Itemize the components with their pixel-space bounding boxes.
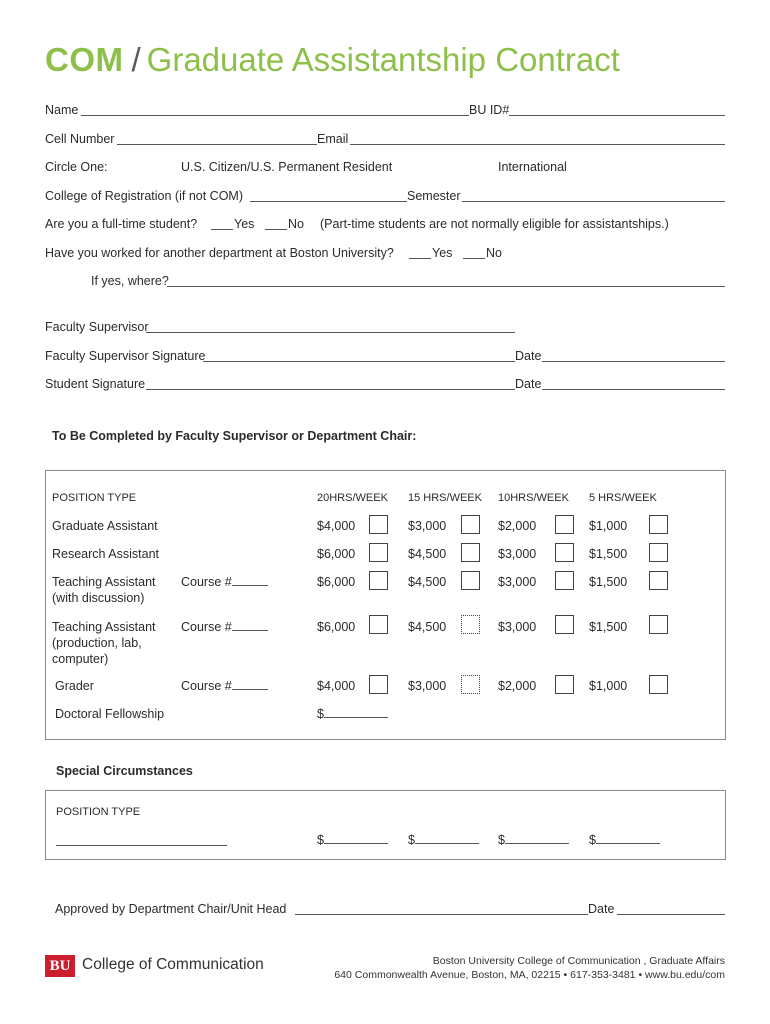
course-number-field[interactable] [232, 678, 268, 690]
price-cell: $6,000 [317, 547, 356, 561]
price-cell: $6,000 [317, 575, 356, 589]
price-cell: $1,000 [589, 679, 628, 693]
checkbox[interactable] [369, 675, 388, 694]
faculty-signature-field[interactable] [203, 361, 515, 362]
faculty-date-label: Date [515, 349, 542, 363]
doctoral-amount [317, 706, 388, 722]
price-cell: $4,500 [408, 547, 447, 561]
bu-com-logo [45, 955, 295, 979]
dollar-sign: $ [408, 833, 415, 847]
course-number-field[interactable] [232, 574, 268, 586]
semester-field[interactable] [462, 201, 725, 202]
citizen-option[interactable]: U.S. Citizen/U.S. Permanent Resident [181, 160, 393, 174]
checkbox[interactable] [555, 571, 574, 590]
price-cell: $2,000 [498, 679, 537, 693]
special-amount-field[interactable] [505, 832, 569, 844]
contact-row [45, 130, 725, 148]
student-signature-label: Student Signature [45, 377, 146, 391]
form-title: Graduate Assistantship Contract [146, 41, 620, 78]
approval-row [45, 900, 725, 918]
price-cell: $1,500 [589, 620, 628, 634]
email-field[interactable] [350, 144, 725, 145]
buid-label: BU ID# [469, 103, 510, 117]
fulltime-no-label: No [288, 217, 304, 231]
price-cell: $4,000 [317, 679, 356, 693]
ifyes-field[interactable] [167, 286, 725, 287]
special-amount-2 [408, 832, 479, 848]
checkbox[interactable] [555, 515, 574, 534]
faculty-signature-label: Faculty Supervisor Signature [45, 349, 206, 363]
special-circumstances-heading: Special Circumstances [56, 764, 193, 778]
college-label: College of Registration (if not COM) [45, 189, 243, 203]
special-amount-3 [498, 832, 569, 848]
supervisor-signature-row [45, 347, 725, 365]
price-cell: $4,000 [317, 519, 356, 533]
worked-yes-label: Yes [432, 246, 453, 260]
name-label: Name [45, 103, 79, 117]
position-subtitle: computer) [52, 652, 109, 666]
checkbox[interactable] [649, 615, 668, 634]
approval-date-label: Date [588, 902, 615, 916]
faculty-supervisor-label: Faculty Supervisor [45, 320, 149, 334]
price-cell: $4,500 [408, 575, 447, 589]
special-position-type-header: POSITION TYPE [56, 806, 141, 818]
course-number-label [181, 574, 268, 590]
email-label: Email [317, 132, 349, 146]
price-cell: $6,000 [317, 620, 356, 634]
title-slash: / [131, 41, 141, 78]
doctoral-fellowship-label: Doctoral Fellowship [55, 707, 165, 721]
international-option[interactable]: International [498, 160, 567, 174]
price-cell: $3,000 [408, 519, 447, 533]
checkbox[interactable] [649, 675, 668, 694]
col-5hrs: 5 HRS/WEEK [589, 492, 657, 504]
approval-date-field[interactable] [617, 914, 725, 915]
position-table [45, 470, 726, 740]
price-cell: $3,000 [408, 679, 447, 693]
checkbox[interactable] [461, 543, 480, 562]
course-number-label [181, 678, 268, 694]
fulltime-no-blank[interactable] [265, 229, 287, 230]
cell-field[interactable] [117, 144, 317, 145]
supervisor-row [45, 318, 725, 336]
course-label: Course # [181, 679, 232, 693]
checkbox[interactable] [461, 615, 480, 634]
dollar-sign: $ [317, 707, 324, 721]
price-cell: $3,000 [498, 575, 537, 589]
position-name: Grader [55, 679, 94, 693]
checkbox[interactable] [461, 675, 480, 694]
special-position-field[interactable] [56, 845, 227, 846]
checkbox[interactable] [369, 571, 388, 590]
approval-label: Approved by Department Chair/Unit Head [55, 902, 287, 916]
position-name: Teaching Assistant [52, 575, 156, 589]
page-title [45, 40, 620, 80]
checkbox[interactable] [649, 571, 668, 590]
name-row [45, 101, 725, 119]
college-field[interactable] [250, 201, 407, 202]
checkbox[interactable] [555, 615, 574, 634]
doctoral-amount-field[interactable] [324, 706, 388, 718]
position-type-header: POSITION TYPE [52, 492, 137, 504]
special-circumstances-box [45, 790, 726, 860]
special-amount-field[interactable] [415, 832, 479, 844]
section-heading: To Be Completed by Faculty Supervisor or Department Chair: [52, 429, 417, 443]
checkbox[interactable] [555, 543, 574, 562]
price-cell: $2,000 [498, 519, 537, 533]
semester-label: Semester [407, 189, 461, 203]
faculty-date-field[interactable] [542, 361, 725, 362]
price-cell: $1,000 [589, 519, 628, 533]
worked-no-blank[interactable] [463, 258, 485, 259]
checkbox[interactable] [461, 571, 480, 590]
checkbox[interactable] [369, 615, 388, 634]
name-field[interactable] [81, 115, 513, 116]
course-label: Course # [181, 575, 232, 589]
col-10hrs: 10HRS/WEEK [498, 492, 569, 504]
checkbox[interactable] [555, 675, 574, 694]
position-subtitle: (production, lab, [52, 636, 142, 650]
circle-one-label: Circle One: [45, 160, 108, 174]
student-date-label: Date [515, 377, 542, 391]
worked-question: Have you worked for another department at Boston University? [45, 246, 394, 260]
position-name: Graduate Assistant [52, 519, 158, 533]
checkbox[interactable] [369, 515, 388, 534]
price-cell: $3,000 [498, 620, 537, 634]
position-name: Teaching Assistant [52, 620, 156, 634]
price-cell: $3,000 [498, 547, 537, 561]
checkbox[interactable] [461, 515, 480, 534]
position-subtitle: (with discussion) [52, 591, 145, 605]
dollar-sign: $ [589, 833, 596, 847]
footer-org-line: Boston University College of Communication , Graduate Affairs [432, 955, 725, 967]
checkbox[interactable] [369, 543, 388, 562]
course-number-label [181, 619, 268, 635]
fulltime-row [45, 215, 725, 233]
logo-text: College of Communication [82, 956, 264, 973]
price-cell: $4,500 [408, 620, 447, 634]
worked-no-label: No [486, 246, 502, 260]
ifyes-row [45, 272, 725, 290]
price-cell: $1,500 [589, 575, 628, 589]
price-cell: $1,500 [589, 547, 628, 561]
approval-signature-field[interactable] [295, 914, 588, 915]
buid-field[interactable] [512, 115, 725, 116]
special-amount-4 [589, 832, 660, 848]
fulltime-yes-blank[interactable] [211, 229, 233, 230]
special-amount-field[interactable] [324, 832, 388, 844]
student-date-field[interactable] [542, 389, 725, 390]
ifyes-label: If yes, where? [91, 274, 169, 288]
fulltime-question: Are you a full-time student? [45, 217, 198, 231]
position-name: Research Assistant [52, 547, 159, 561]
citizenship-row [45, 158, 725, 176]
dollar-sign: $ [498, 833, 505, 847]
fulltime-yes-label: Yes [234, 217, 255, 231]
checkbox[interactable] [649, 515, 668, 534]
course-label: Course # [181, 620, 232, 634]
student-signature-field[interactable] [146, 389, 515, 390]
parttime-note: (Part-time students are not normally eligible for assistantships.) [320, 217, 669, 231]
course-number-field[interactable] [232, 619, 268, 631]
student-signature-row [45, 375, 725, 393]
faculty-supervisor-field[interactable] [146, 332, 515, 333]
bu-logo-mark: BU [45, 955, 75, 977]
college-row [45, 187, 725, 205]
dollar-sign: $ [317, 833, 324, 847]
special-amount-field[interactable] [596, 832, 660, 844]
special-amount-1 [317, 832, 388, 848]
checkbox[interactable] [649, 543, 668, 562]
worked-yes-blank[interactable] [409, 258, 431, 259]
footer-address-line: 640 Commonwealth Avenue, Boston, MA, 02215 • 617-353-3481 • www.bu.edu/com [334, 969, 725, 981]
brand-mark: COM [45, 41, 124, 78]
worked-row [45, 244, 725, 262]
col-15hrs: 15 HRS/WEEK [408, 492, 482, 504]
col-20hrs: 20HRS/WEEK [317, 492, 388, 504]
cell-label: Cell Number [45, 132, 115, 146]
